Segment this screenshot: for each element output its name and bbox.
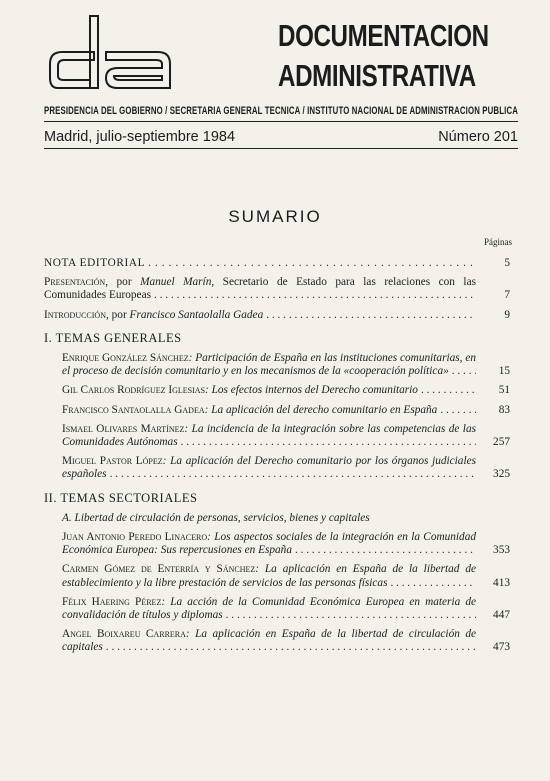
section-1-list: [44, 352, 510, 482]
toc-page: 7: [504, 289, 510, 302]
toc-entry[interactable]: [62, 596, 510, 622]
toc-entry[interactable]: [62, 563, 510, 589]
toc-page: 9: [504, 308, 510, 321]
title-line-2: ADMINISTRATIVA: [278, 58, 476, 93]
toc-title: : Los aspectos sociales de la integración en la Comunidad Económica Europea: Sus repercusiones en España: [62, 531, 476, 557]
issue-number: Número 201: [438, 129, 518, 145]
toc-entry-introduccion[interactable]: [44, 309, 510, 322]
toc-page: 473: [493, 641, 510, 654]
toc-title: : Participación de España en las instituciones comunitarias, en el proceso de decisión comunitario y en los mecanismos de la «cooperación política»: [62, 352, 476, 378]
toc-title: : La aplicación en España de la libertad de circulación de capitales: [62, 628, 476, 654]
subsection-title: A. Libertad de circulación de personas, servicios, bienes y capitales: [62, 511, 370, 524]
toc-by: , por: [105, 276, 141, 289]
masthead-rule: [44, 121, 518, 122]
toc-label: Presentación: [44, 276, 106, 289]
toc-entry[interactable]: [62, 531, 510, 557]
toc-author: Félix Haering Pérez: [62, 595, 162, 608]
publisher-line: PRESIDENCIA DEL GOBIERNO / SECRETARIA GENERAL TECNICA / INSTITUTO NACIONAL DE ADMINISTRACION PUBLICA: [44, 105, 519, 117]
title-line-1: DOCUMENTACION: [278, 18, 489, 53]
toc-author: Ismael Olivares Martínez: [62, 422, 185, 435]
toc-author: Enrique González Sánchez: [62, 352, 189, 365]
section-2-list: [44, 512, 510, 655]
toc-by: , por: [106, 308, 130, 321]
pages-label: Páginas: [484, 237, 512, 247]
toc-entry[interactable]: [62, 423, 510, 449]
toc-title: : La acción de la Comunidad Económica Europea en materia de convalidación de títulos y diplomas: [62, 595, 476, 622]
toc-entry[interactable]: [62, 455, 510, 481]
toc-page: 51: [498, 384, 510, 397]
section-heading-2: II. TEMAS SECTORIALES: [44, 490, 198, 505]
toc-title: : Los efectos internos del Derecho comunitario: [205, 384, 418, 397]
toc-entry[interactable]: [62, 352, 510, 378]
toc-page: 447: [493, 609, 510, 622]
toc-title: : La incidencia de la integración sobre las competencias de las Comunidades Autónomas: [62, 422, 476, 449]
toc-entry[interactable]: [62, 404, 510, 417]
toc-entry[interactable]: [62, 384, 510, 397]
toc-page: 5: [504, 257, 510, 269]
toc-title: : La aplicación del Derecho comunitario por los órganos judiciales españoles: [62, 455, 476, 481]
toc-entry-nota[interactable]: [44, 257, 510, 270]
toc-page: 83: [498, 403, 510, 416]
sumario-heading: SUMARIO: [228, 207, 322, 226]
toc-author: Manuel Marín: [140, 276, 212, 289]
toc-rest: , Secretario de Estado para las relaciones con las Comunidades Europeas: [44, 276, 476, 302]
toc-page: 353: [493, 544, 510, 557]
section-heading-1: I. TEMAS GENERALES: [44, 330, 182, 345]
toc-entry[interactable]: [62, 628, 510, 654]
toc-author: Gil Carlos Rodríguez Iglesias: [62, 384, 206, 397]
place-date: Madrid, julio-septiembre 1984: [44, 129, 236, 145]
toc-entry-presentacion[interactable]: [44, 276, 510, 302]
masthead-rule-bottom: [44, 148, 518, 149]
toc-author: Francisco Santaolalla Gadea: [62, 403, 205, 416]
toc-page: 15: [498, 365, 510, 378]
toc-page: 413: [493, 576, 510, 589]
toc-title: : La aplicación del derecho comunitario en España: [204, 403, 438, 416]
toc-title: : La aplicación en España de la libertad de establecimiento y la libre prestación de servicios de las personas físicas: [62, 563, 476, 589]
toc-author: Francisco Santaolalla Gadea: [129, 308, 264, 321]
toc-text: NOTA EDITORIAL: [44, 257, 146, 269]
toc-author: Angel Boixareu Carrera: [62, 628, 186, 641]
table-of-contents: [44, 257, 510, 661]
toc-author: Carmen Gómez de Enterría y Sánchez: [62, 563, 256, 576]
journal-title: [278, 16, 489, 96]
toc-page: 257: [493, 436, 510, 449]
toc-author: Miguel Pastor López: [62, 455, 163, 468]
toc-page: 325: [493, 468, 510, 481]
subsection-heading: [62, 512, 510, 525]
da-logo: [48, 12, 176, 92]
toc-author: Juan Antonio Peredo Linacero: [62, 531, 208, 544]
toc-label: Introducción: [44, 308, 106, 321]
